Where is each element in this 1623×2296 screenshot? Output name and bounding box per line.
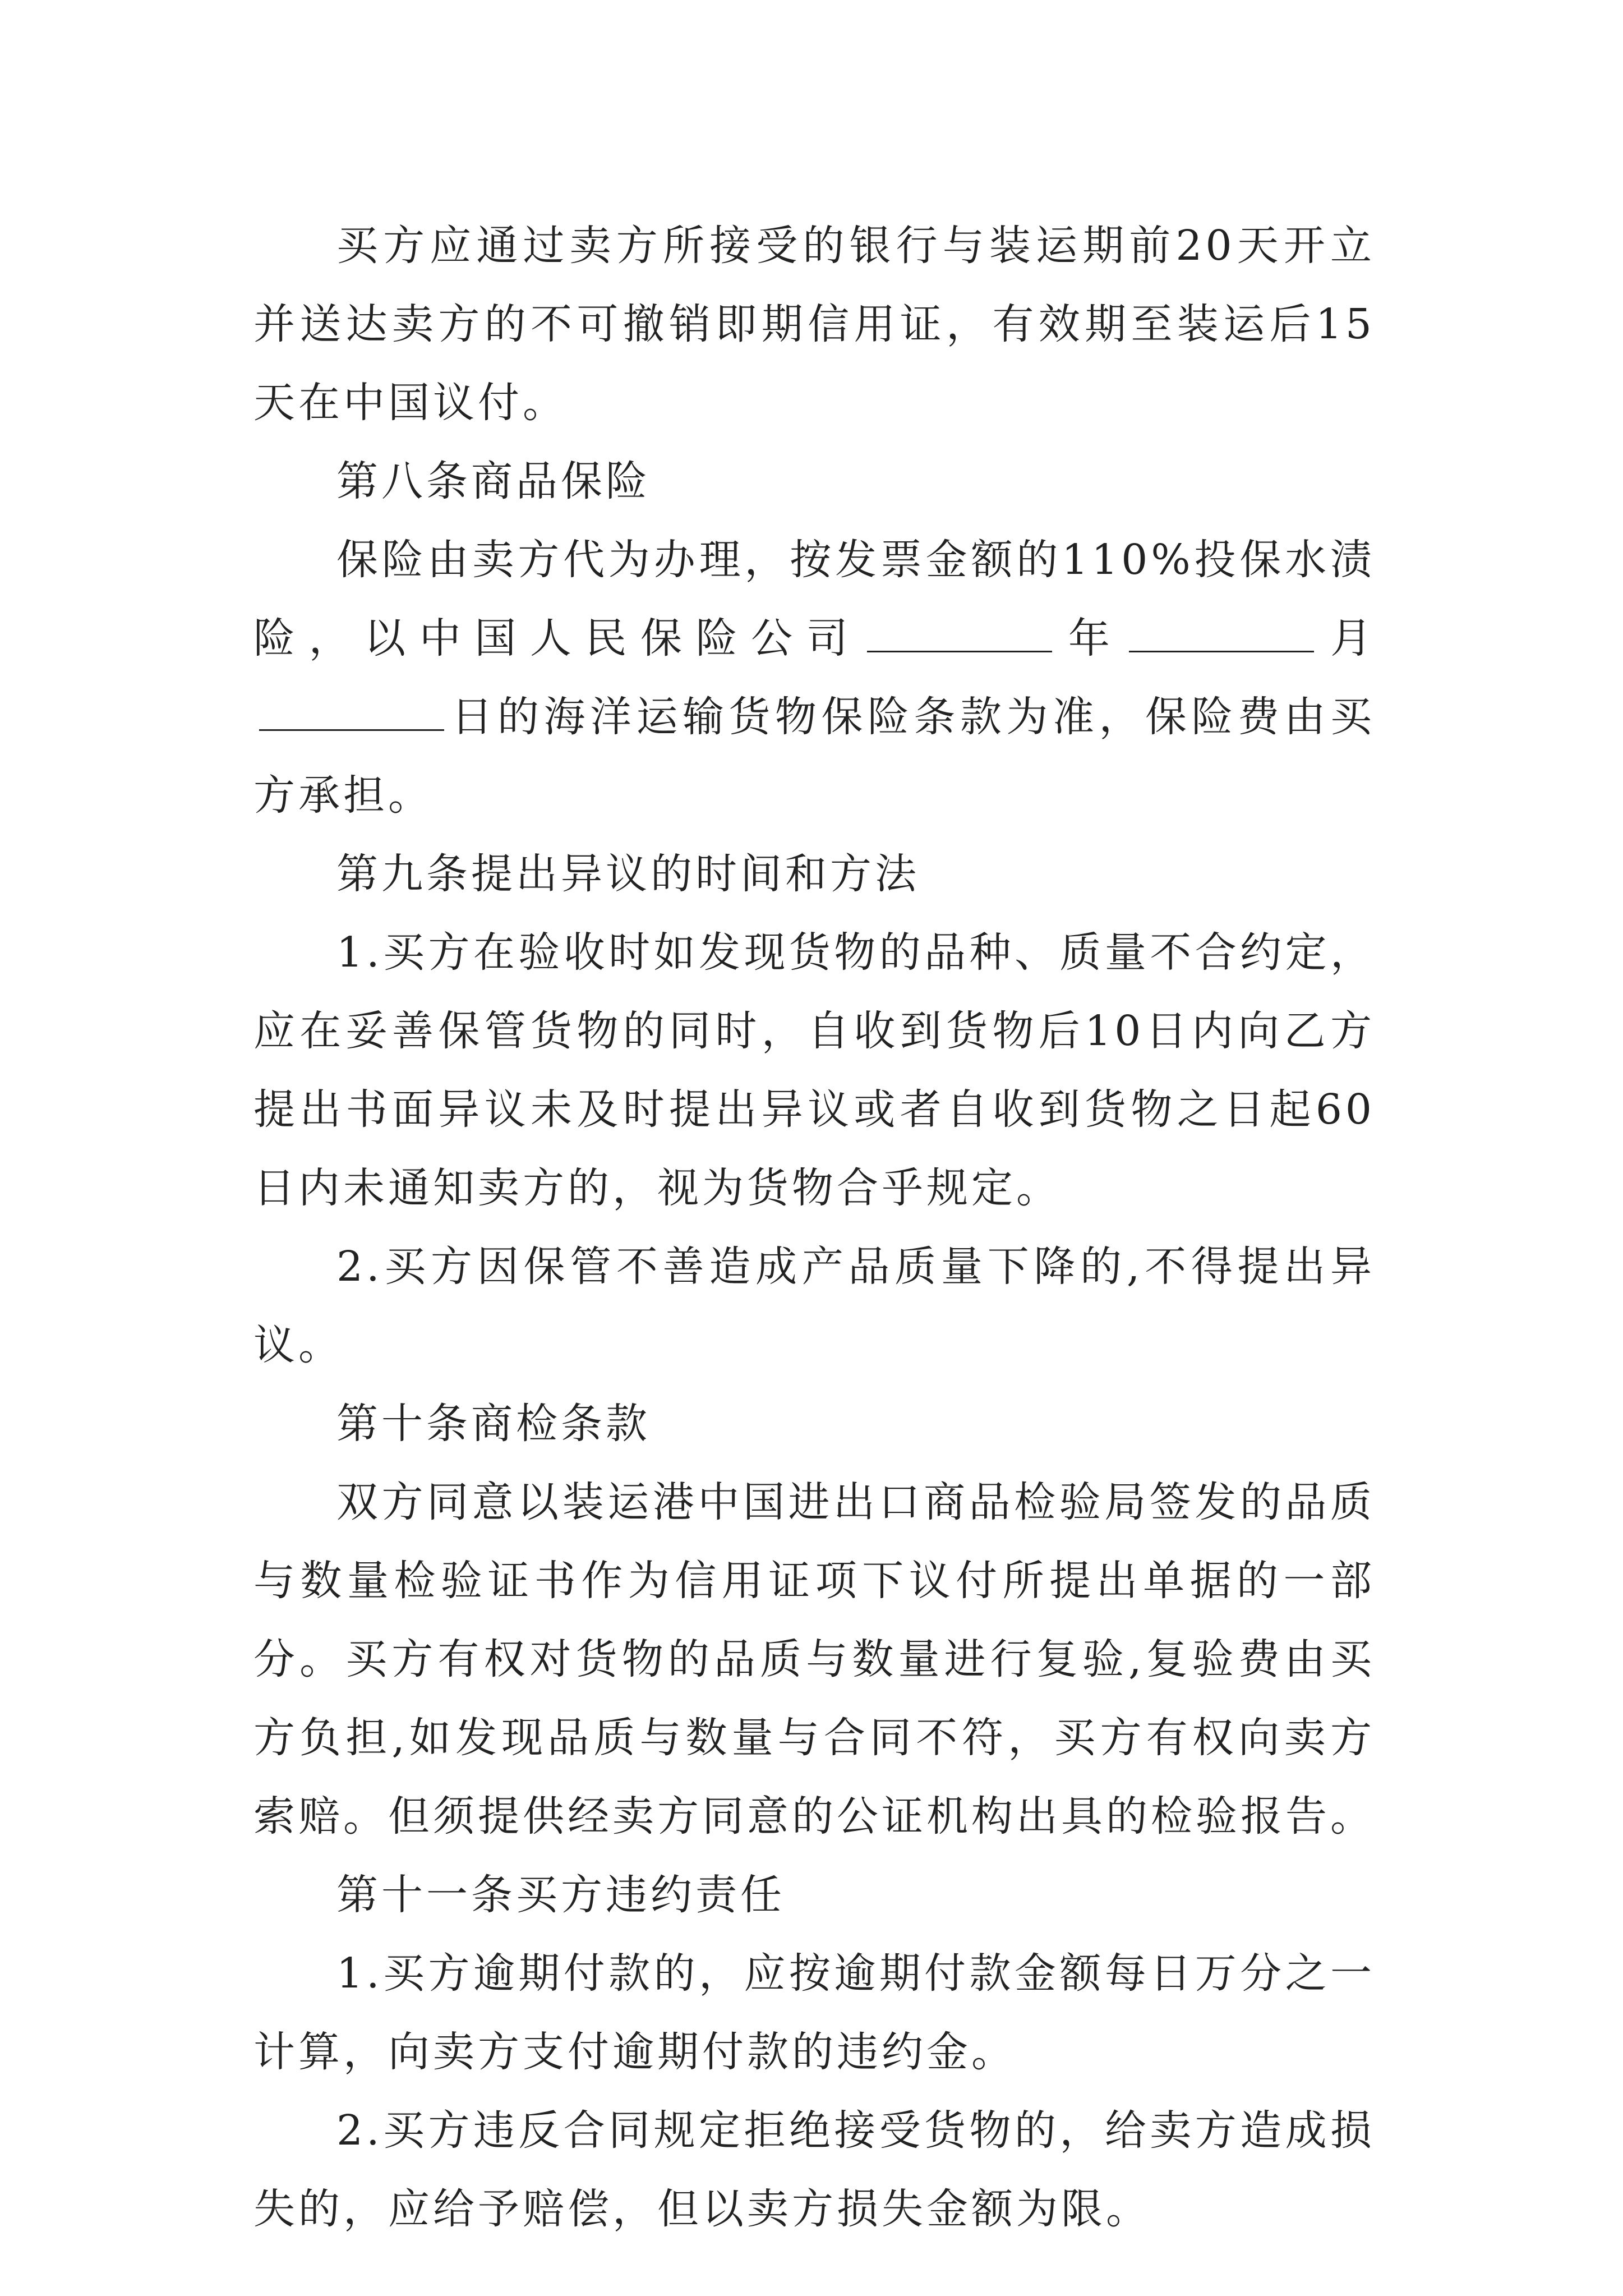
month-blank xyxy=(1129,610,1314,652)
insurance-text-a: 保险由卖方代为办理，按发票金额的110%投保水渍险，以中国人民保险公司 xyxy=(253,536,1375,662)
document-body xyxy=(253,206,1375,2248)
breach-item-2: 2.买方违反合同规定拒绝接受货物的，给卖方造成损失的，应给予赔偿，但以卖方损失金额为限。 xyxy=(253,2106,1375,2233)
year-label: 年 xyxy=(1058,614,1124,662)
day-blank xyxy=(259,689,444,731)
article-8-heading: 第八条商品保险 xyxy=(336,457,651,505)
month-label: 月 xyxy=(1320,614,1376,662)
breach-item-1: 1.买方逾期付款的，应按逾期付款金额每日万分之一计算，向卖方支付逾期付款的违约金。 xyxy=(253,1949,1375,2076)
inspection-paragraph: 双方同意以装运港中国进出口商品检验局签发的品质与数量检验证书作为信用证项下议付所提出单据的一部分。买方有权对货物的品质与数量进行复验,复验费由买方负担,如发现品质与数量与合同不符，买方有权向卖方索赔。但须提供经卖方同意的公证机构出具的检验报告。 xyxy=(253,1478,1375,1841)
insurance-text-b: 的海洋运输货物保险条款为准，保险费由买方承担。 xyxy=(253,693,1375,820)
payment-paragraph: 买方应通过卖方所接受的银行与装运期前20天开立并送达卖方的不可撤销即期信用证，有效期至装运后15天在中国议付。 xyxy=(253,222,1375,427)
article-9-heading: 第九条提出异议的时间和方法 xyxy=(336,850,920,898)
insurance-paragraph xyxy=(253,521,1375,835)
objection-item-1: 1.买方在验收时如发现货物的品种、质量不合约定，应在妥善保管货物的同时，自收到货物后10日内向乙方提出书面异议未及时提出异议或者自收到货物之日起60日内未通知卖方的，视为货物合乎规定。 xyxy=(253,928,1375,1212)
objection-item-2: 2.买方因保管不善造成产品质量下降的,不得提出异议。 xyxy=(253,1243,1375,1369)
article-11-heading: 第十一条买方违约责任 xyxy=(336,1871,785,1919)
article-10-heading: 第十条商检条款 xyxy=(336,1400,651,1448)
year-blank xyxy=(867,610,1052,652)
day-label: 日 xyxy=(450,693,497,741)
